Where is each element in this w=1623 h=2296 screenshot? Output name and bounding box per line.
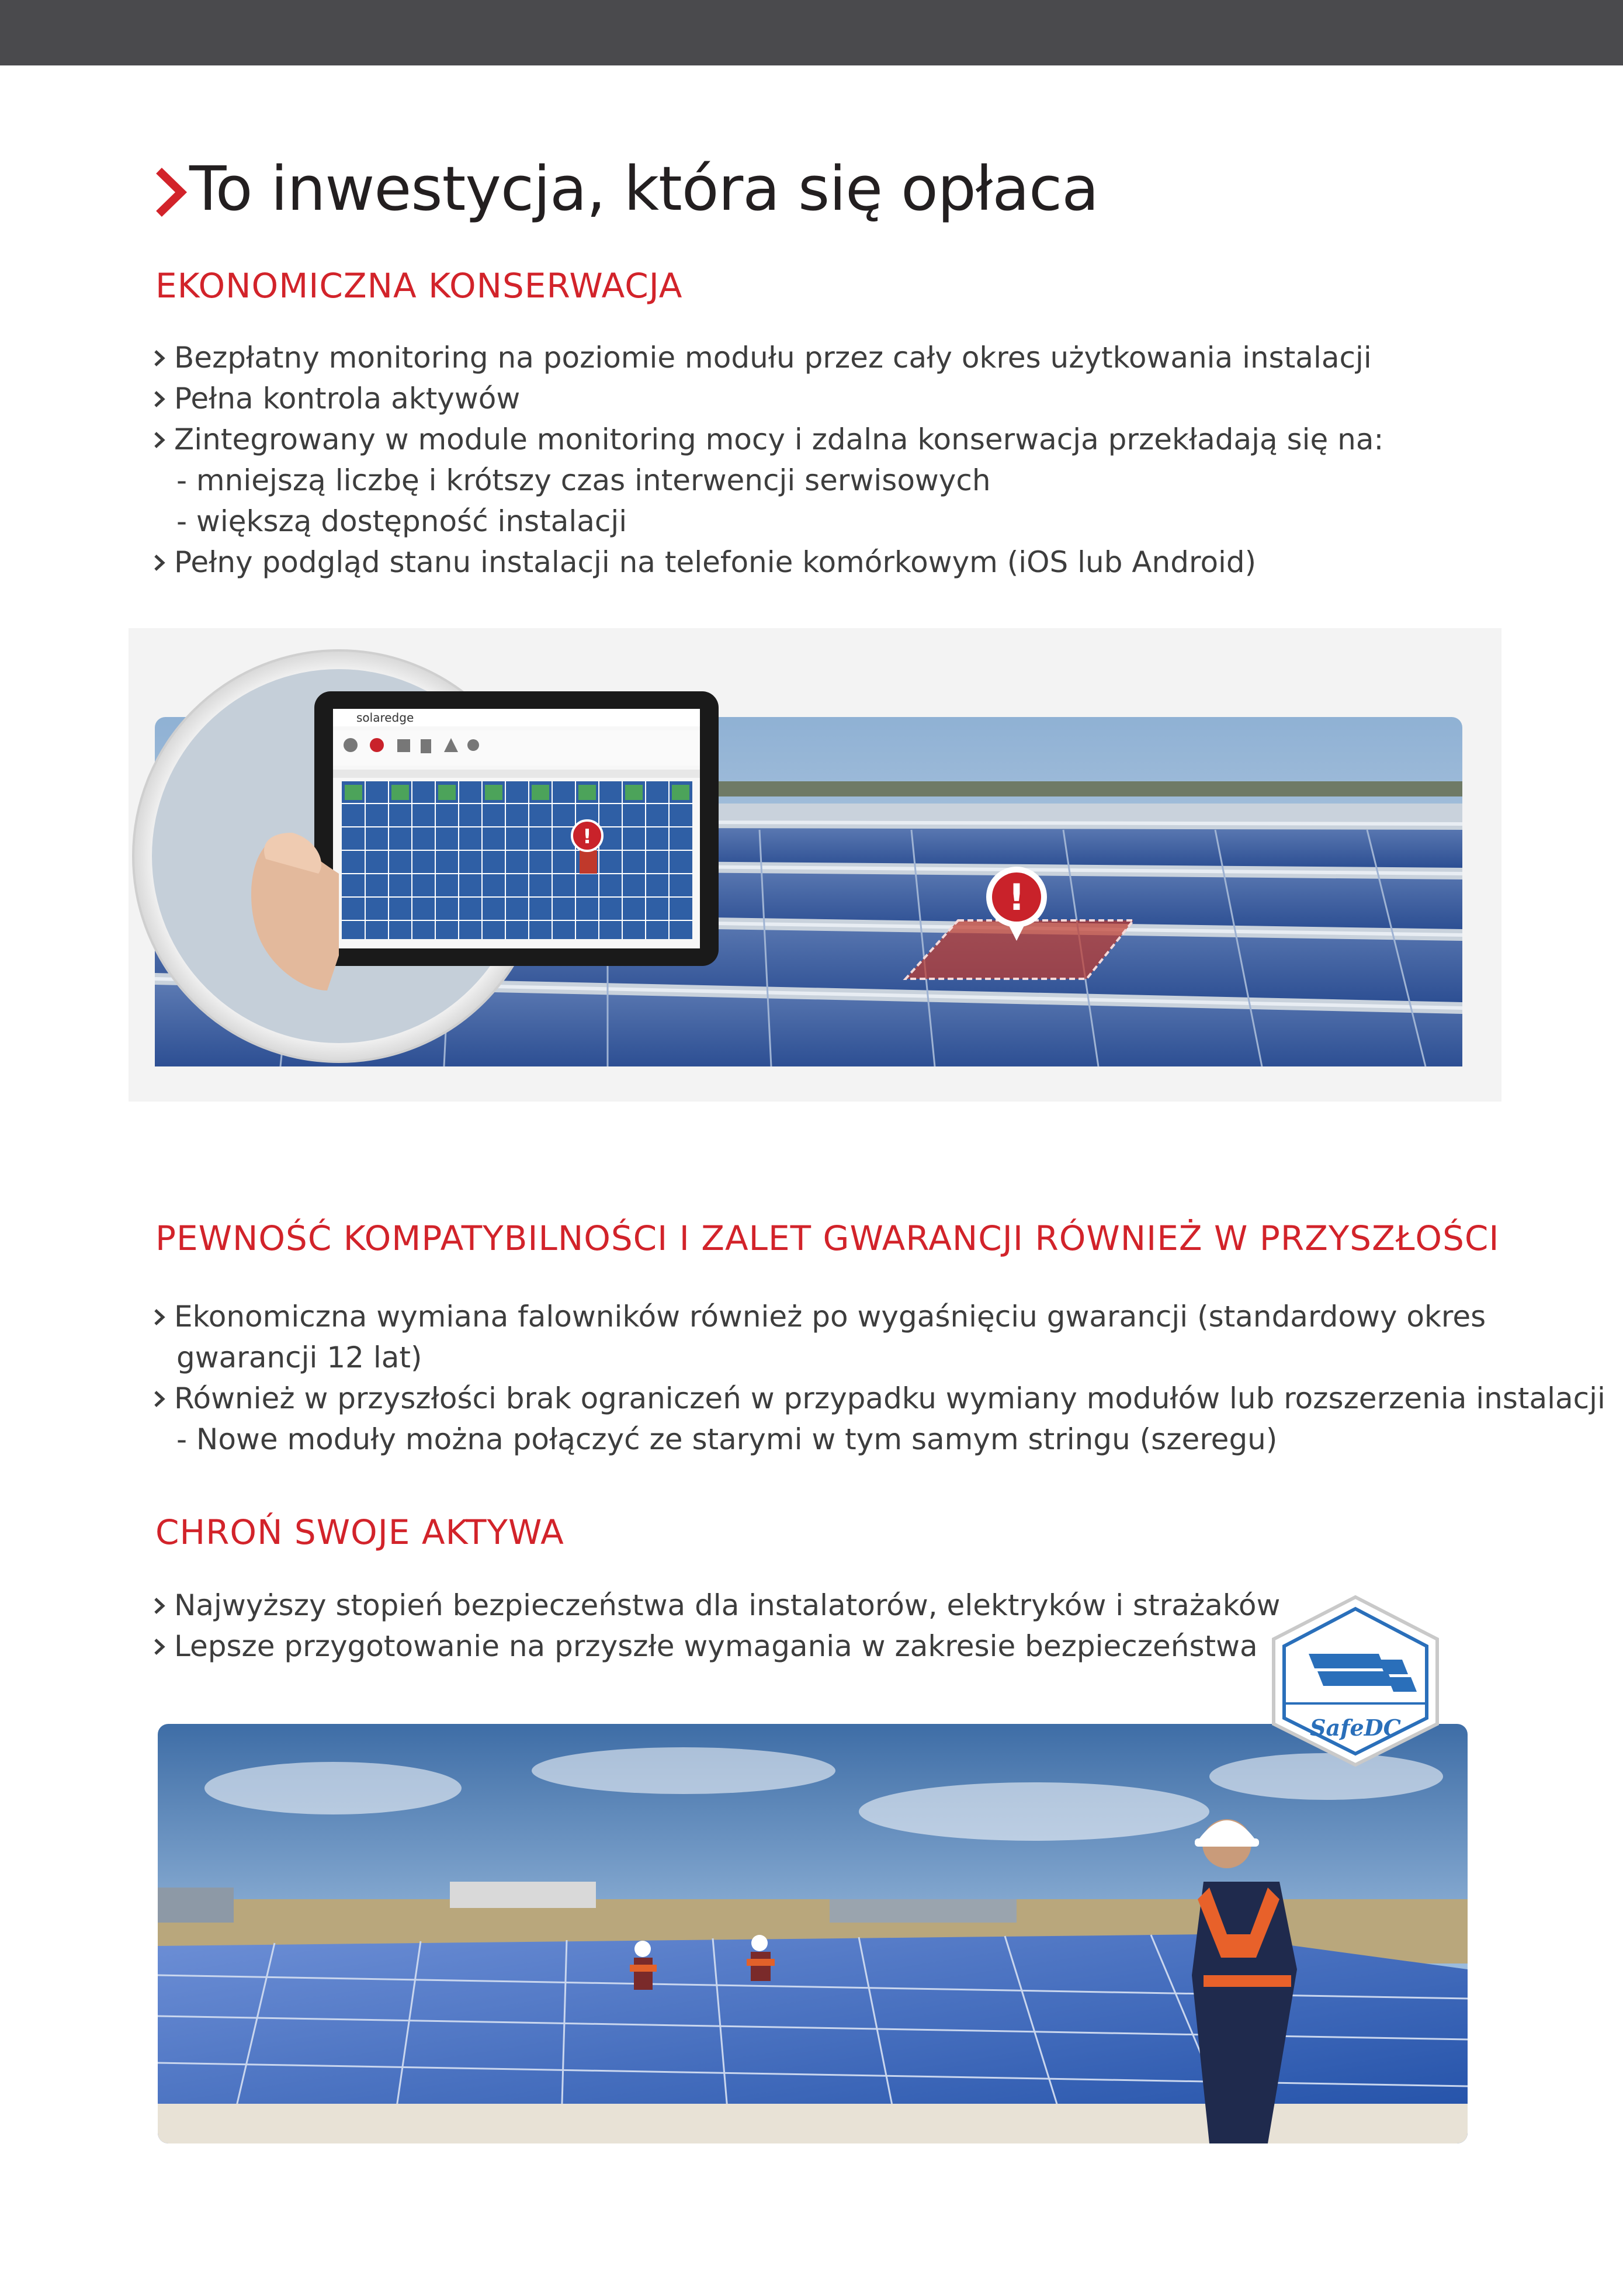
chevron-right-icon <box>153 1637 166 1656</box>
top-bar <box>0 0 1623 65</box>
chevron-right-icon <box>153 1390 166 1408</box>
list-item: Bezpłatny monitoring na poziomie modułu przez cały okres użytkowania instalacji <box>153 337 1383 378</box>
compatibility-list <box>153 1296 1605 1460</box>
list-item: Również w przyszłości brak ograniczeń w przypadku wymiany modułów lub rozszerzenia instalacji <box>153 1378 1605 1419</box>
chevron-right-icon <box>153 390 166 408</box>
list-subitem: - mniejszą liczbę i krótszy czas interwencji serwisowych <box>176 463 991 497</box>
monitoring-illustration <box>129 628 1501 1102</box>
list-item: Pełna kontrola aktywów <box>153 378 1383 419</box>
chevron-right-icon <box>153 349 166 368</box>
chevron-right-icon <box>153 1597 166 1615</box>
list-item: Ekonomiczna wymiana falowników również po wygaśnięciu gwarancji (standardowy okres <box>153 1296 1605 1337</box>
chevron-right-icon <box>153 1308 166 1327</box>
list-subitem: - większą dostępność instalacji <box>176 504 627 538</box>
chevron-right-icon <box>153 431 166 449</box>
solaredge-logo: solaredge <box>356 711 414 725</box>
safedc-badge-icon <box>1262 1592 1449 1768</box>
list-item: Pełny podgląd stanu instalacji na telefonie komórkowym (iOS lub Android) <box>153 542 1383 583</box>
section-heading-compatibility: PEWNOŚĆ KOMPATYBILNOŚCI I ZALET GWARANCJI RÓWNIEŻ W PRZYSZŁOŚCI <box>155 1218 1500 1258</box>
safedc-label: SafeDC <box>1310 1715 1401 1741</box>
protect-list <box>153 1585 1280 1667</box>
section-heading-maintenance: EKONOMICZNA KONSERWACJA <box>155 266 683 306</box>
alert-icon: ! <box>1008 876 1025 919</box>
chevron-right-icon <box>153 553 166 572</box>
page-title: To inwestycja, która się opłaca <box>153 153 1098 224</box>
list-subitem: - Nowe moduły można połączyć ze starymi w tym samym stringu (szeregu) <box>176 1422 1278 1456</box>
maintenance-list <box>153 337 1383 583</box>
alert-icon: ! <box>582 825 592 849</box>
safedc-badge <box>1262 1592 1449 1768</box>
list-item: Lepsze przygotowanie na przyszłe wymagania w zakresie bezpieczeństwa <box>153 1626 1280 1667</box>
installers-photo <box>158 1724 1468 2143</box>
list-item-continuation: gwarancji 12 lat) <box>176 1341 422 1374</box>
list-item: Najwyższy stopień bezpieczeństwa dla instalatorów, elektryków i strażaków <box>153 1585 1280 1626</box>
chevron-right-icon <box>153 166 188 219</box>
list-item: Zintegrowany w module monitoring mocy i zdalna konserwacja przekładają się na: <box>153 419 1383 460</box>
section-heading-protect: CHROŃ SWOJE AKTYWA <box>155 1512 564 1552</box>
